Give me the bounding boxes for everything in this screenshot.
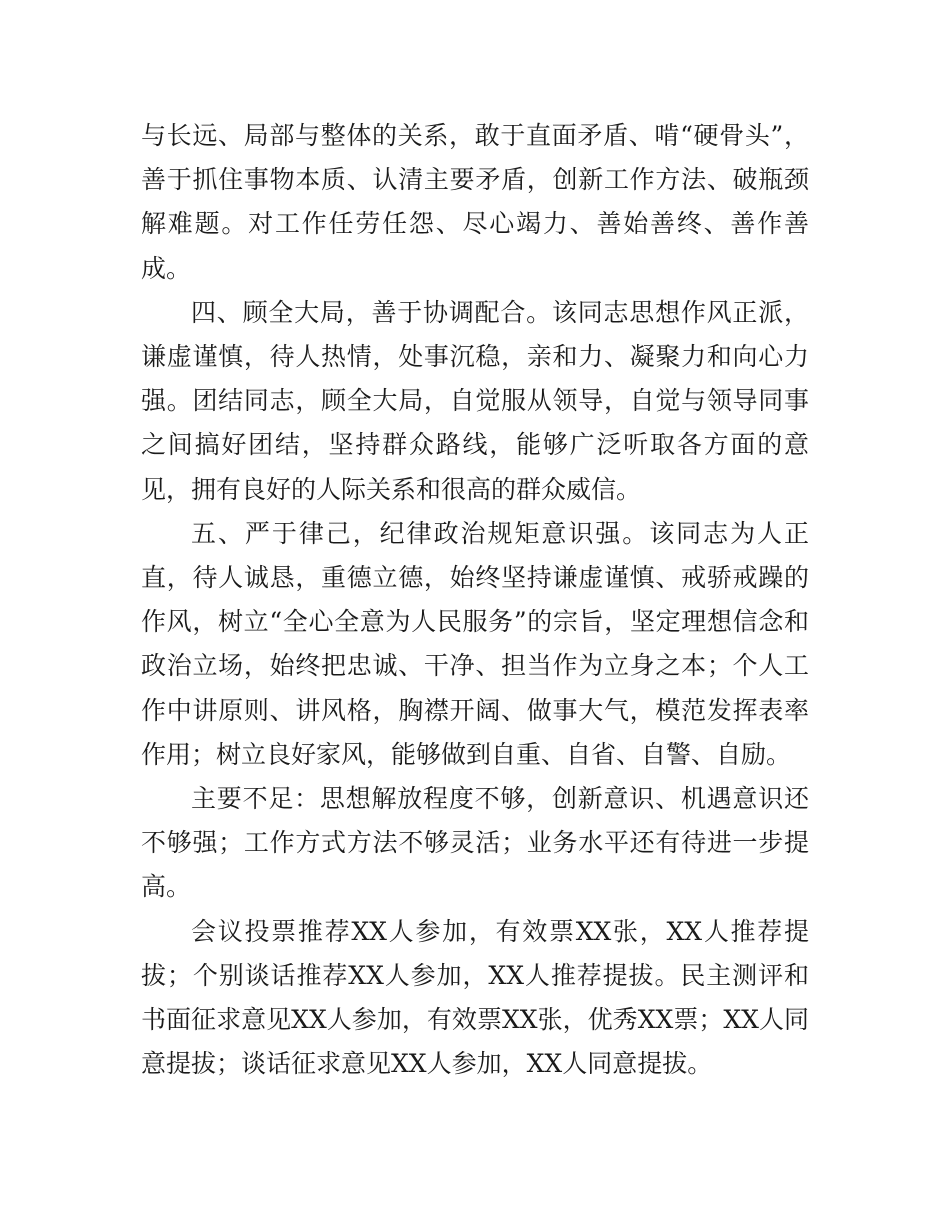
paragraph-self-discipline: 五、严于律己，纪律政治规矩意识强。该同志为人正直，待人诚恳，重德立德，始终坚持谦虚谨慎、戒骄戒躁的作风，树立“全心全意为人民服务”的宗旨，坚定理想信念和政治立场，始终把忠诚、干净、担当作为立身之本；个人工作中讲原则、讲风格，胸襟开阔、做事大气，模范发挥表率作用；树立良好家风，能够做到自重、自省、自警、自励。 <box>141 518 809 769</box>
paragraph-shortcomings: 主要不足：思想解放程度不够，创新意识、机遇意识还不够强；工作方式方法不够灵活；业务水平还有待进一步提高。 <box>141 784 809 902</box>
paragraph-recommendation-votes: 会议投票推荐XX人参加，有效票XX张，XX人推荐提拔；个别谈话推荐XX人参加，XX人推荐提拔。民主测评和书面征求意见XX人参加，有效票XX张，优秀XX票；XX人同意提拔；谈话征求意见XX人参加，XX人同意提拔。 <box>141 916 809 1079</box>
paragraph-continuation: 与长远、局部与整体的关系，敢于直面矛盾、啃“硬骨头”，善于抓住事物本质、认清主要矛盾，创新工作方法、破瓶颈解难题。对工作任劳任怨、尽心竭力、善始善终、善作善成。 <box>141 121 809 283</box>
document-body <box>141 114 809 1086</box>
paragraph-overall-situation: 四、顾全大局，善于协调配合。该同志思想作风正派，谦虚谨慎，待人热情，处事沉稳，亲和力、凝聚力和向心力强。团结同志，顾全大局，自觉服从领导，自觉与领导同事之间搞好团结，坚持群众路线，能够广泛听取各方面的意见，拥有良好的人际关系和很高的群众威信。 <box>141 297 809 504</box>
